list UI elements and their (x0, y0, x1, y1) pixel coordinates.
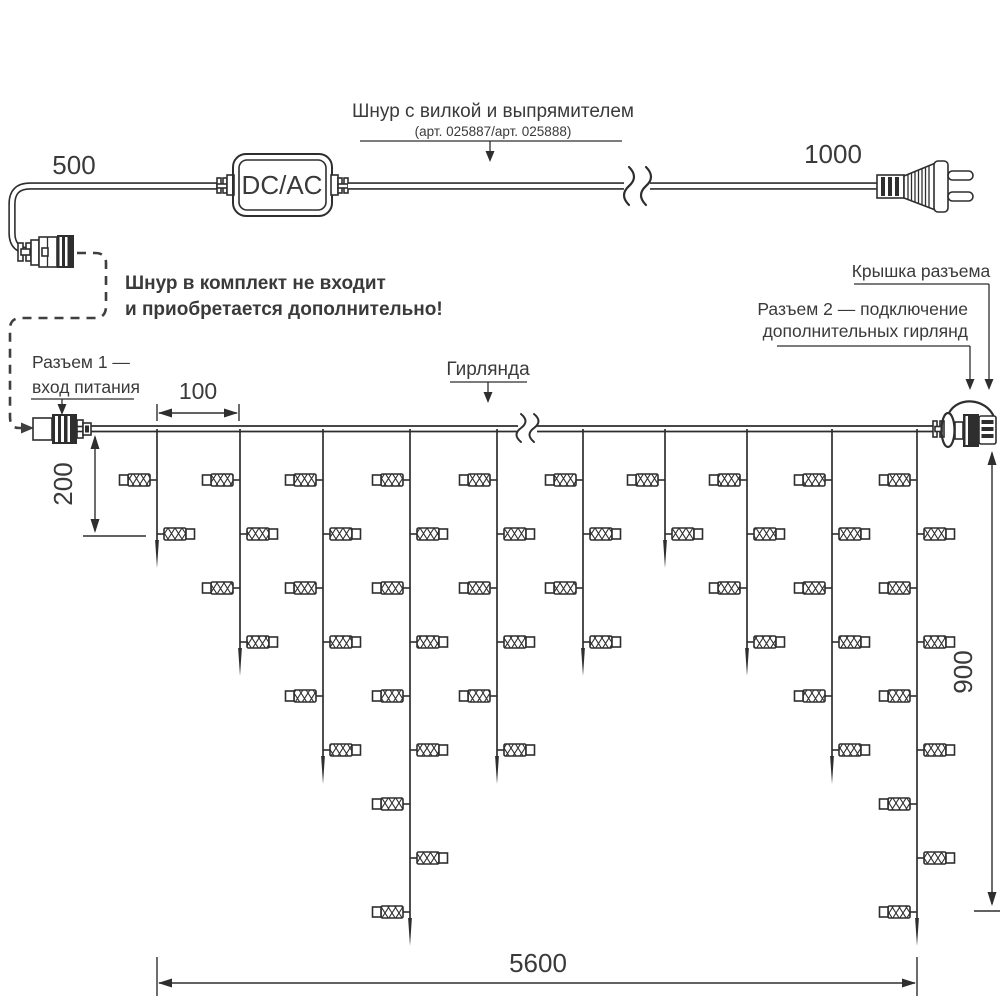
leader-arrow (486, 151, 495, 162)
lamp-icon (917, 852, 955, 864)
lamp-icon (373, 798, 411, 810)
drop-tip (155, 540, 159, 568)
drop-tip (830, 756, 834, 784)
lamp-icon (832, 744, 870, 756)
lamp-icon (286, 690, 324, 702)
garland-label: Гирлянда (446, 359, 530, 380)
connector2-label-line2: дополнительных гирлянд (762, 321, 968, 341)
note-line1: Шнур в комплект не входит (125, 273, 386, 294)
wire-break-icon (517, 414, 539, 442)
lamp-icon (460, 474, 498, 486)
lamp-icon (240, 528, 278, 540)
drop-tip (408, 918, 412, 946)
lamp-icon (880, 474, 918, 486)
leader-arrow (58, 404, 67, 415)
dim-5600-label: 5600 (509, 948, 567, 978)
lamp-icon (583, 528, 621, 540)
lamp-icon (286, 474, 324, 486)
lamp-icon (410, 744, 448, 756)
lamp-icon (286, 582, 324, 594)
lamp-icon (880, 690, 918, 702)
note-line2: и приобретается дополнительно! (125, 299, 443, 320)
drop-tip (495, 756, 499, 784)
connector-cap-icon (979, 416, 996, 444)
drop-tip (663, 540, 667, 568)
lamp-icon (747, 528, 785, 540)
drop-tip (321, 756, 325, 784)
lamp-icon (795, 474, 833, 486)
drop-tip (238, 648, 242, 676)
cap-label: Крышка разъема (851, 261, 991, 281)
dcac-label: DC/AC (241, 170, 323, 200)
garland-main-wire (90, 414, 935, 442)
lamp-icon (917, 528, 955, 540)
mains-plug-icon (877, 161, 973, 212)
power-cord-assembly (12, 139, 973, 268)
lamp-icon (710, 474, 748, 486)
icicle-drop (120, 429, 195, 568)
drop-tip (581, 648, 585, 676)
lamp-icon (323, 744, 361, 756)
icicle-drop (546, 429, 621, 676)
connector1-annotation (31, 352, 140, 415)
garland-annotation (446, 359, 530, 403)
connector1-label-line2: вход питания (32, 377, 140, 397)
cord-1000 (348, 167, 877, 205)
leader-arrow (966, 379, 975, 390)
lamp-icon (665, 528, 703, 540)
lamp-icon (546, 474, 584, 486)
lamp-icon (460, 690, 498, 702)
cord-annotation (352, 101, 634, 162)
lamp-icon (497, 636, 535, 648)
lamp-icon (795, 690, 833, 702)
lamp-icon (323, 636, 361, 648)
lamp-icon (710, 582, 748, 594)
not-included-note (125, 273, 443, 320)
lamp-icon (203, 582, 241, 594)
icicle-drop (460, 429, 535, 784)
lamp-icon (240, 636, 278, 648)
lamp-icon (410, 528, 448, 540)
drop-tip (915, 918, 919, 946)
cord-break-icon (624, 167, 651, 205)
lamp-icon (410, 636, 448, 648)
lamp-icon (157, 528, 195, 540)
icicle-drop (795, 429, 870, 784)
lamp-icon (497, 744, 535, 756)
lamp-icon (373, 474, 411, 486)
lamp-icon (373, 690, 411, 702)
connector2-icon (933, 401, 996, 447)
lamp-icon (546, 582, 584, 594)
lamp-icon (373, 582, 411, 594)
dim-500-label: 500 (52, 150, 96, 180)
lamp-icon (120, 474, 158, 486)
dim-200-label: 200 (48, 462, 78, 506)
connector1-label-line1: Разъем 1 — (32, 352, 130, 372)
icicle-drop (710, 429, 785, 676)
dim-900-label: 900 (948, 650, 978, 694)
dashed-arrow (21, 423, 34, 434)
dimension-900 (948, 451, 1000, 911)
leader-arrow (484, 392, 493, 403)
lamp-icon (497, 528, 535, 540)
lamp-icon (832, 636, 870, 648)
dim-1000-label: 1000 (804, 139, 862, 169)
lamp-icon (410, 852, 448, 864)
icicle-drop (880, 429, 955, 946)
dimension-100 (157, 378, 239, 421)
icicle-drop (203, 429, 278, 676)
dim-100-label: 100 (178, 378, 218, 404)
lamp-icon (832, 528, 870, 540)
lamp-icon (460, 582, 498, 594)
lamp-icon (628, 474, 666, 486)
lamp-icon (373, 906, 411, 918)
dimension-5600 (157, 948, 917, 996)
connector2-annotation (757, 299, 974, 390)
lamp-icon (795, 582, 833, 594)
drop-tip (745, 648, 749, 676)
cord-art-label: (арт. 025887/арт. 025888) (414, 124, 572, 139)
icicle-drop (286, 429, 361, 784)
cord-title-label: Шнур с вилкой и выпрямителем (352, 101, 634, 122)
leader-arrow (985, 379, 994, 390)
lamp-icon (747, 636, 785, 648)
icicle-drop (628, 429, 703, 568)
icicle-drop (373, 429, 448, 946)
icicle-drops (120, 429, 955, 946)
cord-end-connector-icon (18, 235, 74, 268)
lamp-icon (203, 474, 241, 486)
dcac-converter-box (217, 154, 348, 216)
not-included-path (10, 253, 106, 434)
lamp-icon (880, 798, 918, 810)
connector1-icon (33, 414, 91, 444)
lamp-icon (917, 636, 955, 648)
lamp-icon (917, 744, 955, 756)
lamp-icon (583, 636, 621, 648)
lamp-icon (880, 582, 918, 594)
connector2-label-line1: Разъем 2 — подключение (757, 299, 968, 319)
lamp-icon (323, 528, 361, 540)
lamp-icon (880, 906, 918, 918)
